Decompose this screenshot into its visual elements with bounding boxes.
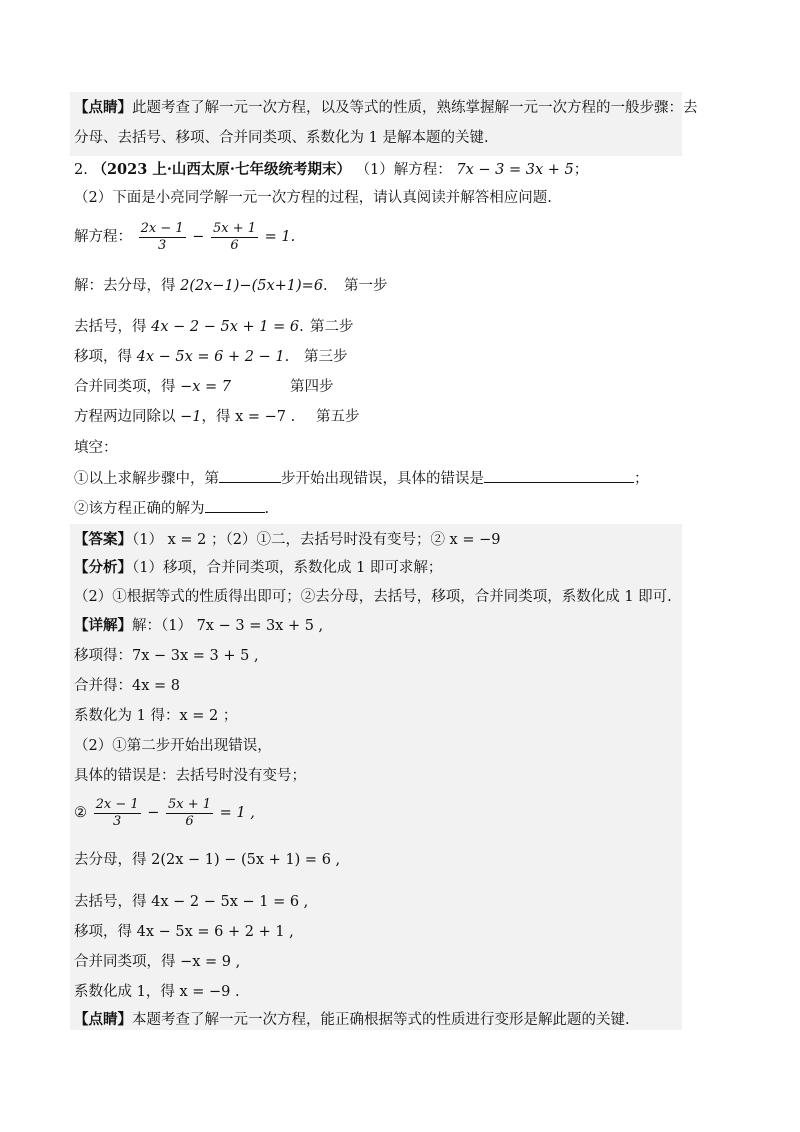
detail-intro: 【详解】解：（1） 7x − 3 = 3x + 5 , xyxy=(74,617,324,634)
blank-correct-solution[interactable] xyxy=(205,498,265,513)
part2-intro: （2）下面是小亮同学解一元一次方程的过程，请认真阅读并解答相应问题. xyxy=(74,190,552,206)
detail-7: 去分母，得 2(2x − 1) − (5x + 1) = 6 , xyxy=(74,852,341,868)
detail-11: 系数化成 1，得 x = −9 . xyxy=(74,984,240,1000)
step-2: 去括号，得 4x − 2 − 5x + 1 = 6. 第二步 xyxy=(74,319,354,335)
fill-label: 填空： xyxy=(74,440,118,456)
blank-step-number[interactable] xyxy=(219,468,281,483)
question-2: ②该方程正确的解为 . xyxy=(74,498,269,519)
blank-error-description[interactable] xyxy=(484,468,634,483)
detail-fraction-1: $\frac{2x - 1}{3}$ xyxy=(95,796,139,829)
problem-header: 2. （2023 上·山西太原·七年级统考期末） （1）解方程： 7x − 3 = 3x + 5； xyxy=(74,161,589,178)
detail-9: 移项，得 4x − 5x = 6 + 2 + 1 , xyxy=(74,924,294,940)
step-3: 移项，得 4x − 5x = 6 + 2 − 1. 第三步 xyxy=(74,349,348,365)
top-comment-line2: 分母、去括号、移项、合并同类项、系数化为 1 是解本题的关键. xyxy=(74,130,489,146)
analysis-line-2: （2）①根据等式的性质得出即可；②去分母，去括号，移项，合并同类项，系数化成 1 即可. xyxy=(74,589,672,605)
detail-1: 移项得：7x − 3x = 3 + 5 , xyxy=(74,648,259,664)
step-4: 合并同类项，得 −x = 7 第四步 xyxy=(74,379,334,395)
detail-5: 具体的错误是：去括号时没有变号； xyxy=(74,768,306,784)
top-comment-line1: 【点睛】此题考查了解一元一次方程，以及等式的性质，熟练掌握解一元一次方程的一般步骤：去 xyxy=(74,99,698,116)
detail-fraction-2: $\frac{5x + 1}{6}$ xyxy=(168,796,212,829)
comment-tag: 【点睛】 xyxy=(74,99,132,116)
detail-8: 去括号，得 4x − 2 − 5x − 1 = 6 , xyxy=(74,894,309,910)
final-comment: 【点睛】本题考查了解一元一次方程，能正确根据等式的性质进行变形是解此题的关键. xyxy=(74,1011,630,1028)
analysis-line: 【分析】（1）移项，合并同类项，系数化成 1 即可求解； xyxy=(74,559,443,576)
detail-2: 合并得：4x = 8 xyxy=(74,678,180,694)
question-1: ①以上求解步骤中，第 步开始出现错误，具体的错误是 ； xyxy=(74,468,649,489)
detail-10: 合并同类项，得 −x = 9 , xyxy=(74,954,241,970)
answer-line: 【答案】（1） x = 2 ；（2）①二，去括号时没有变号；② x = −9 xyxy=(74,531,501,548)
step-5: 方程两边同除以 −1，得 x = −7 . 第五步 xyxy=(74,409,360,425)
fraction-2: $\frac{5x + 1}{6}$ xyxy=(213,220,257,253)
problem-equation: 解方程： $\frac{2x - 1}{3}$ − $\frac{5x + 1}{6}$ = 1. xyxy=(74,220,296,253)
detail-4: （2）①第二步开始出现错误， xyxy=(74,738,272,754)
detail-3: 系数化为 1 得：x = 2 ； xyxy=(74,708,238,724)
step-1: 解：去分母，得 2(2x−1)−(5x+1)=6. 第一步 xyxy=(74,278,388,294)
detail-6-equation: ② $\frac{2x - 1}{3}$ − $\frac{5x + 1}{6}$ = 1 , xyxy=(74,796,255,829)
fraction-1: $\frac{2x - 1}{3}$ xyxy=(140,220,184,253)
